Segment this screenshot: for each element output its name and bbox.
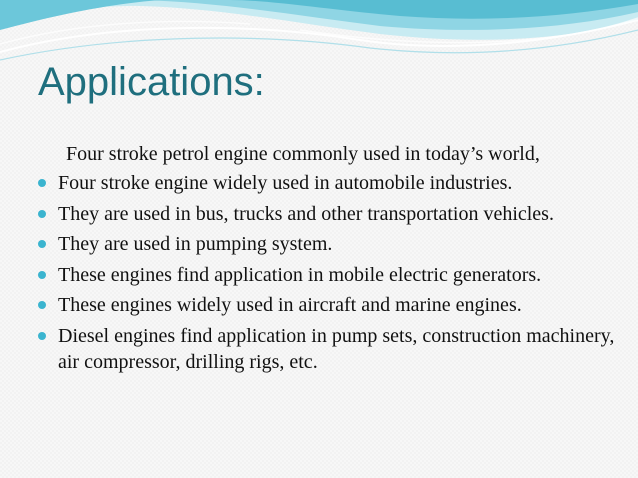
list-item-text: These engines find application in mobile electric generators. <box>58 263 542 286</box>
bullet-icon <box>38 240 46 248</box>
list-item <box>38 292 618 318</box>
list-item-text: These engines widely used in aircraft and marine engines. <box>58 294 522 316</box>
bullet-icon <box>38 210 46 218</box>
list-item-text: Four stroke engine widely used in automobile industries. <box>58 172 513 194</box>
list-item <box>38 231 618 257</box>
list-item <box>38 262 618 288</box>
list-item-text: Diesel engines find application in pump sets, construction machinery, air compressor, drilling rigs, etc. <box>58 324 615 373</box>
intro-text: Four stroke petrol engine commonly used in today’s world, <box>66 143 540 165</box>
slide-title: Applications: <box>38 60 265 104</box>
bullet-icon <box>38 271 46 279</box>
list-item <box>38 323 618 375</box>
list-item <box>38 170 618 196</box>
list-item-text: They are used in pumping system. <box>58 233 333 255</box>
bullet-list <box>38 170 618 379</box>
bullet-icon <box>38 332 46 340</box>
list-item-text: They are used in bus, trucks and other transportation vehicles. <box>58 202 554 225</box>
list-item <box>38 201 618 227</box>
bullet-icon <box>38 179 46 187</box>
bullet-icon <box>38 301 46 309</box>
